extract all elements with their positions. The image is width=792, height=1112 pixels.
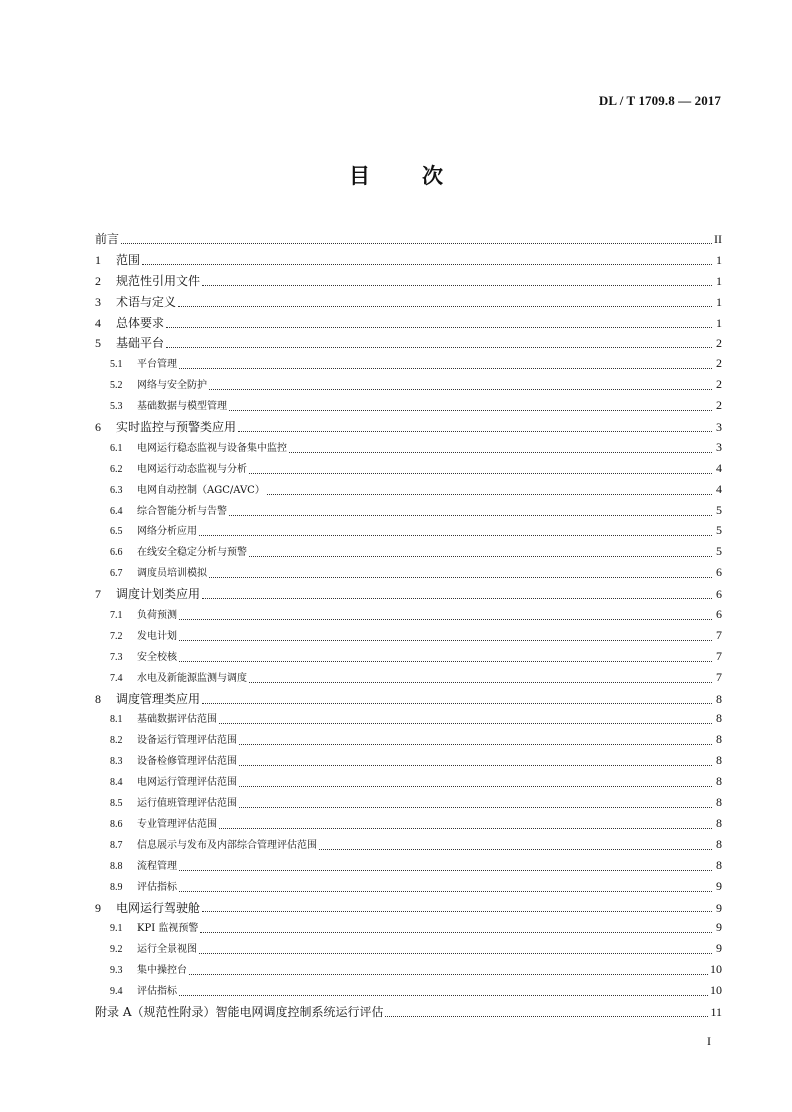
toc-entry-page: 8: [716, 732, 722, 747]
toc-entry[interactable]: [95, 669, 722, 690]
dot-leader: [229, 410, 712, 411]
toc-entry-number: 8: [95, 691, 101, 706]
toc-entry-number: 8.4: [110, 777, 123, 789]
title-char-left: 目: [349, 163, 370, 188]
dot-leader: [202, 285, 712, 286]
toc-entry-page: 4: [716, 460, 722, 475]
toc-entry-page: 7: [716, 648, 722, 663]
toc-entry-title: 网络与安全防护: [137, 380, 207, 392]
toc-entry[interactable]: [95, 355, 722, 376]
toc-entry-number: 6.2: [110, 463, 123, 475]
toc-entry-number: 6.4: [110, 505, 123, 517]
dot-leader: [219, 828, 712, 829]
toc-entry[interactable]: [95, 710, 722, 731]
dot-leader: [219, 723, 712, 724]
toc-entry-page: 9: [716, 878, 722, 893]
toc-entry-number: 8.9: [110, 881, 123, 893]
toc-entry-number: 7: [95, 587, 101, 602]
toc-entry-number: 8.5: [110, 798, 123, 810]
dot-leader: [179, 640, 712, 641]
toc-entry-page: 3: [716, 420, 722, 435]
toc-entry[interactable]: [95, 773, 722, 794]
toc-entry-page: 9: [716, 900, 722, 915]
toc-entry[interactable]: [95, 481, 722, 502]
toc-entry[interactable]: [95, 272, 722, 293]
toc-entry[interactable]: [95, 815, 722, 836]
toc-entry-number: 8.3: [110, 756, 123, 768]
toc-entry-number: 8.1: [110, 714, 123, 726]
toc-entry[interactable]: [95, 334, 722, 355]
toc-entry-page: 8: [716, 711, 722, 726]
toc-entry-page: 2: [716, 336, 722, 351]
toc-entry[interactable]: [95, 564, 722, 585]
toc-entry-title: KPI 监视预警: [137, 923, 199, 935]
dot-leader: [179, 661, 712, 662]
toc-entry-page: 8: [716, 774, 722, 789]
toc-entry-number: 5.1: [110, 359, 123, 371]
toc-entry[interactable]: [95, 648, 722, 669]
dot-leader: [179, 368, 712, 369]
toc-entry-page: 1: [716, 294, 722, 309]
toc-entry-title: 负荷预测: [137, 610, 177, 622]
toc-entry[interactable]: [95, 585, 722, 606]
toc-entry-title: 集中操控台: [137, 965, 187, 977]
table-of-contents: [95, 230, 722, 1024]
toc-entry[interactable]: [95, 1003, 722, 1024]
dot-leader: [229, 515, 712, 516]
toc-entry-title: 基础数据与模型管理: [137, 401, 227, 413]
dot-leader: [249, 682, 712, 683]
dot-leader: [179, 619, 712, 620]
toc-entry-number: 6.3: [110, 484, 123, 496]
toc-entry-title: 规范性引用文件: [116, 273, 201, 288]
toc-entry-title: 发电计划: [137, 630, 177, 642]
dot-leader: [179, 995, 708, 996]
toc-entry-page: 10: [710, 962, 722, 977]
dot-leader: [267, 494, 712, 495]
toc-entry-page: 2: [716, 398, 722, 413]
toc-entry-title: 前言: [95, 232, 120, 246]
toc-entry-title: 运行全景视图: [137, 944, 197, 956]
toc-entry[interactable]: [95, 919, 722, 940]
toc-entry-title: 基础平台: [116, 336, 165, 351]
toc-entry-number: 8.2: [110, 735, 123, 747]
toc-entry-page: 4: [716, 481, 722, 496]
toc-entry-title: 电网运行动态监视与分析: [137, 463, 247, 475]
toc-entry-title: 设备检修管理评估范围: [137, 756, 237, 768]
toc-entry-number: 7.1: [110, 610, 123, 622]
toc-entry-page: 6: [716, 587, 722, 602]
toc-entry[interactable]: [95, 543, 722, 564]
toc-entry-number: 9.4: [110, 986, 123, 998]
toc-entry[interactable]: [95, 230, 722, 251]
page-title: [0, 160, 792, 190]
dot-leader: [209, 577, 712, 578]
dot-leader: [166, 347, 712, 348]
document-code: DL / T 1709.8 — 2017: [598, 93, 721, 108]
toc-entry-number: 6.6: [110, 547, 123, 559]
toc-entry-title: 在线安全稳定分析与预警: [137, 547, 247, 559]
dot-leader: [199, 535, 712, 536]
toc-entry-number: 5: [95, 336, 101, 351]
dot-leader: [239, 765, 712, 766]
dot-leader: [239, 807, 712, 808]
toc-entry[interactable]: [95, 899, 722, 920]
toc-entry-page: 8: [716, 691, 722, 706]
toc-entry-page: 6: [716, 607, 722, 622]
toc-entry-number: 6.1: [110, 442, 123, 454]
toc-entry[interactable]: [95, 606, 722, 627]
toc-entry-page: 2: [716, 356, 722, 371]
dot-leader: [249, 556, 712, 557]
toc-entry-number: 5.3: [110, 401, 123, 413]
toc-entry[interactable]: [95, 460, 722, 481]
toc-entry-number: 6.5: [110, 526, 123, 538]
dot-leader: [200, 932, 712, 933]
toc-entry-number: 2: [95, 273, 101, 288]
toc-entry[interactable]: [95, 397, 722, 418]
toc-entry-title: 平台管理: [137, 359, 177, 371]
toc-entry-number: 7.4: [110, 672, 123, 684]
dot-leader: [385, 1016, 708, 1017]
toc-entry[interactable]: [95, 293, 722, 314]
toc-entry[interactable]: [95, 502, 722, 523]
toc-entry-title: 范围: [116, 252, 141, 267]
page-number: I: [707, 1034, 711, 1048]
title-char-right: 次: [422, 163, 443, 188]
dot-leader: [238, 431, 712, 432]
toc-entry[interactable]: [95, 690, 722, 711]
toc-entry[interactable]: [95, 836, 722, 857]
toc-entry-number: 8.8: [110, 860, 123, 872]
dot-leader: [199, 953, 712, 954]
toc-entry-number: 8.7: [110, 839, 123, 851]
toc-entry-title: 网络分析应用: [137, 526, 197, 538]
dot-leader: [239, 744, 712, 745]
toc-entry-page: 8: [716, 836, 722, 851]
toc-entry-page: 9: [716, 941, 722, 956]
toc-entry-title: 信息展示与发布及内部综合管理评估范围: [137, 839, 317, 851]
dot-leader: [166, 327, 712, 328]
toc-entry-number: 9.2: [110, 944, 123, 956]
toc-entry-title: 设备运行管理评估范围: [137, 735, 237, 747]
toc-entry-page: 2: [716, 377, 722, 392]
dot-leader: [202, 911, 712, 912]
toc-entry-number: 4: [95, 315, 101, 330]
toc-entry-page: 1: [716, 273, 722, 288]
toc-entry-page: 7: [716, 669, 722, 684]
dot-leader: [202, 598, 712, 599]
dot-leader: [121, 243, 712, 244]
toc-entry-page: II: [714, 232, 722, 246]
toc-entry-title: 水电及新能源监测与调度: [137, 672, 247, 684]
toc-entry-title: 调度员培训模拟: [137, 568, 207, 580]
toc-entry[interactable]: [95, 857, 722, 878]
dot-leader: [289, 452, 712, 453]
toc-entry[interactable]: [95, 940, 722, 961]
toc-entry-page: 7: [716, 627, 722, 642]
toc-entry-title: 安全校核: [137, 651, 177, 663]
toc-entry[interactable]: [95, 982, 722, 1003]
dot-leader: [178, 306, 712, 307]
toc-entry[interactable]: [95, 794, 722, 815]
toc-entry-title: 评估指标: [137, 881, 177, 893]
dot-leader: [179, 891, 712, 892]
toc-entry-number: 8.6: [110, 818, 123, 830]
dot-leader: [179, 870, 712, 871]
dot-leader: [249, 473, 712, 474]
toc-entry[interactable]: [95, 878, 722, 899]
toc-entry-page: 8: [716, 753, 722, 768]
toc-entry-title: 综合智能分析与告警: [137, 505, 227, 517]
toc-entry-title: 流程管理: [137, 860, 177, 872]
toc-entry-title: 专业管理评估范围: [137, 818, 217, 830]
toc-entry-page: 1: [716, 315, 722, 330]
toc-entry-number: 7.2: [110, 630, 123, 642]
dot-leader: [189, 974, 708, 975]
dot-leader: [142, 264, 712, 265]
toc-entry[interactable]: [95, 314, 722, 335]
toc-entry-title: 电网运行驾驶舱: [116, 900, 201, 915]
toc-entry-number: 5.2: [110, 380, 123, 392]
toc-entry-title: 评估指标: [137, 986, 177, 998]
toc-entry-number: 6.7: [110, 568, 123, 580]
toc-entry-number: 9.3: [110, 965, 123, 977]
toc-entry[interactable]: [95, 376, 722, 397]
toc-entry-title: 电网运行稳态监视与设备集中监控: [137, 442, 287, 454]
toc-entry-number: 9.1: [110, 923, 123, 935]
toc-entry[interactable]: [95, 522, 722, 543]
toc-entry-title: 调度管理类应用: [116, 691, 201, 706]
toc-entry-title: 总体要求: [116, 315, 165, 330]
toc-entry-title: 实时监控与预警类应用: [116, 420, 237, 435]
toc-entry[interactable]: [95, 251, 722, 272]
toc-entry[interactable]: [95, 418, 722, 439]
toc-entry-title: 附录 A（规范性附录）智能电网调度控制系统运行评估: [95, 1004, 384, 1019]
dot-leader: [319, 849, 712, 850]
toc-entry-title: 术语与定义: [116, 294, 177, 309]
toc-entry-number: 1: [95, 252, 101, 267]
toc-entry-page: 8: [716, 795, 722, 810]
toc-entry[interactable]: [95, 627, 722, 648]
toc-entry-page: 3: [716, 439, 722, 454]
toc-entry[interactable]: [95, 731, 722, 752]
toc-entry-page: 6: [716, 565, 722, 580]
toc-entry-page: 8: [716, 857, 722, 872]
dot-leader: [239, 786, 712, 787]
toc-entry-page: 11: [710, 1004, 722, 1019]
toc-entry-page: 8: [716, 815, 722, 830]
toc-entry-number: 7.3: [110, 651, 123, 663]
toc-entry[interactable]: [95, 439, 722, 460]
toc-entry-page: 5: [716, 523, 722, 538]
toc-entry-page: 5: [716, 502, 722, 517]
toc-entry-number: 9: [95, 900, 101, 915]
toc-entry-number: 6: [95, 420, 101, 435]
toc-entry-title: 基础数据评估范围: [137, 714, 217, 726]
dot-leader: [202, 703, 712, 704]
toc-entry-page: 10: [710, 983, 722, 998]
toc-entry[interactable]: [95, 752, 722, 773]
toc-entry-number: 3: [95, 294, 101, 309]
toc-entry[interactable]: [95, 961, 722, 982]
toc-entry-page: 1: [716, 252, 722, 267]
toc-entry-title: 调度计划类应用: [116, 587, 201, 602]
toc-entry-page: 5: [716, 544, 722, 559]
toc-entry-title: 运行值班管理评估范围: [137, 798, 237, 810]
dot-leader: [209, 389, 712, 390]
toc-entry-title: 电网运行管理评估范围: [137, 777, 237, 789]
toc-entry-title: 电网自动控制（AGC/AVC）: [137, 484, 265, 496]
toc-entry-page: 9: [716, 920, 722, 935]
